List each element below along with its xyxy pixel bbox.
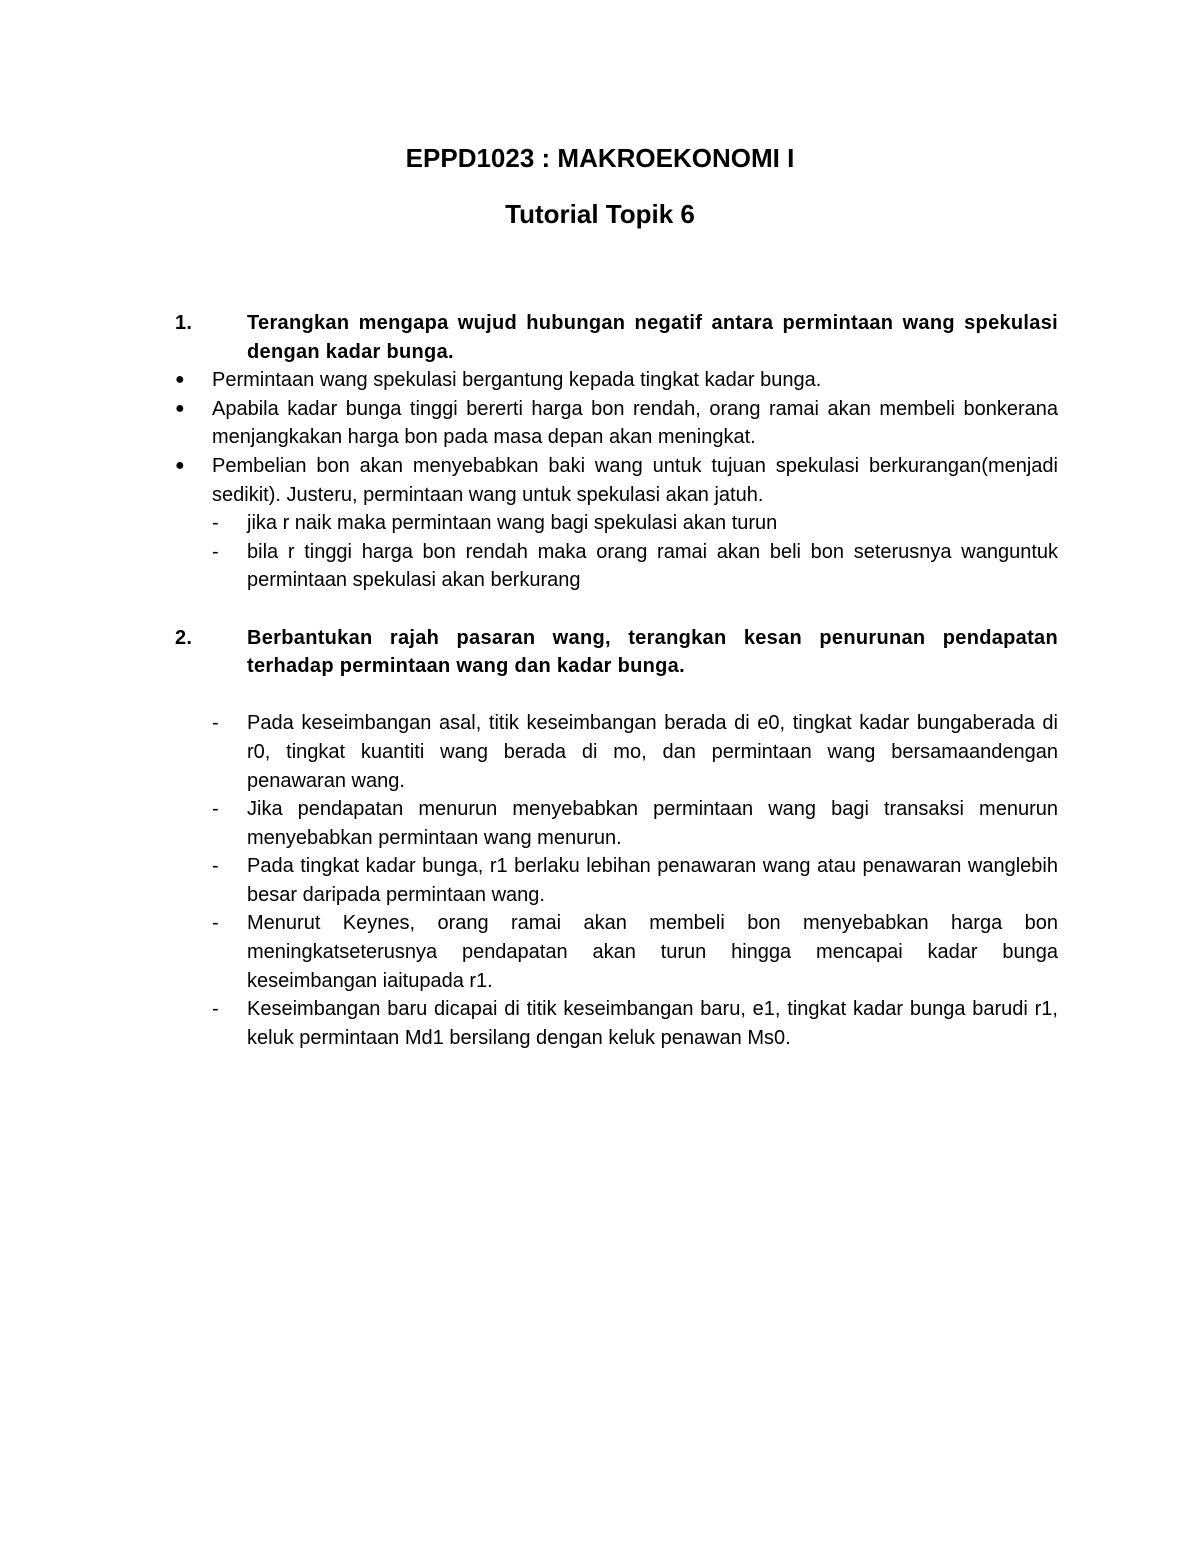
question-1-number: 1. <box>175 312 193 334</box>
answer-bullet <box>175 395 1058 452</box>
question-2-answer-points <box>175 709 1058 1052</box>
dash-icon: - <box>212 998 219 1021</box>
dash-icon: - <box>212 512 219 535</box>
dash-item <box>212 852 1058 909</box>
bullet-text: Permintaan wang spekulasi bergantung kepada tingkat kadar bunga. <box>212 369 822 392</box>
document-title: EPPD1023 : MAKROEKONOMI I <box>405 143 795 173</box>
question-1-text: Terangkan mengapa wujud hubungan negatif antara permintaan wang spekulasi dengan kadar bunga. <box>247 312 1058 363</box>
dash-text: Pada keseimbangan asal, titik keseimbangan berada di e0, tingkat kadar bungaberada di r0, tingkat kuantiti wang berada di mo, dan permintaan wang bersamaandengan penawaran wang. <box>247 712 1058 792</box>
dash-icon: - <box>212 540 219 563</box>
question-2-text: Berbantukan rajah pasaran wang, terangkan kesan penurunan pendapatan terhadap permintaan wang dan kadar bunga. <box>247 626 1058 678</box>
dash-item <box>212 909 1058 995</box>
dash-text: Menurut Keynes, orang ramai akan membeli bon menyebabkan harga bon meningkatseterusnya pendapatan akan turun hingga mencapai kadar bunga keseimbangan iaitupada r1. <box>247 912 1058 992</box>
dash-icon: - <box>212 798 219 821</box>
bullet-text: Apabila kadar bunga tinggi bererti harga bon rendah, orang ramai akan membeli bonkerana menjangkakan harga bon pada masa depan akan meningkat. <box>212 397 1058 449</box>
spacer <box>175 681 1058 710</box>
bullet-icon: ● <box>175 456 185 474</box>
question-1 <box>175 309 1058 366</box>
dash-text: Keseimbangan baru dicapai di titik keseimbangan baru, e1, tingkat kadar bunga barudi r1, keluk permintaan Md1 bersilang dengan keluk penawan Ms0. <box>247 998 1058 1049</box>
bullet-icon: ● <box>175 371 185 389</box>
answer-bullet <box>175 366 1058 395</box>
dash-text: Pada tingkat kadar bunga, r1 berlaku lebihan penawaran wang atau penawaran wanglebih besar daripada permintaan wang. <box>247 855 1058 906</box>
question-1-answer-bullets <box>175 366 1058 509</box>
dash-text: Jika pendapatan menurun menyebabkan permintaan wang bagi transaksi menurun menyebabkan permintaan wang menurun. <box>247 798 1058 849</box>
question-2 <box>175 624 1058 681</box>
dash-icon: - <box>212 712 219 735</box>
dash-item <box>212 509 1058 538</box>
dash-text: bila r tinggi harga bon rendah maka orang ramai akan beli bon seterusnya wanguntuk permintaan spekulasi akan berkurang <box>247 540 1058 592</box>
dash-item <box>212 795 1058 852</box>
dash-icon: - <box>212 855 219 878</box>
dash-icon: - <box>212 912 219 935</box>
bullet-text: Pembelian bon akan menyebabkan baki wang untuk tujuan spekulasi berkurangan(menjadi sedikit). Justeru, permintaan wang untuk spekulasi akan jatuh. <box>212 454 1058 506</box>
dash-text: jika r naik maka permintaan wang bagi spekulasi akan turun <box>247 512 778 535</box>
bullet-icon: ● <box>175 399 185 417</box>
document-subtitle: Tutorial Topik 6 <box>505 199 695 229</box>
spacer <box>175 595 1058 624</box>
dash-item <box>212 709 1058 795</box>
dash-item <box>212 538 1058 595</box>
dash-item <box>212 995 1058 1052</box>
document-body <box>175 309 1058 1052</box>
question-1-sub-points <box>175 509 1058 595</box>
question-2-number: 2. <box>175 626 193 649</box>
answer-bullet <box>175 452 1058 509</box>
